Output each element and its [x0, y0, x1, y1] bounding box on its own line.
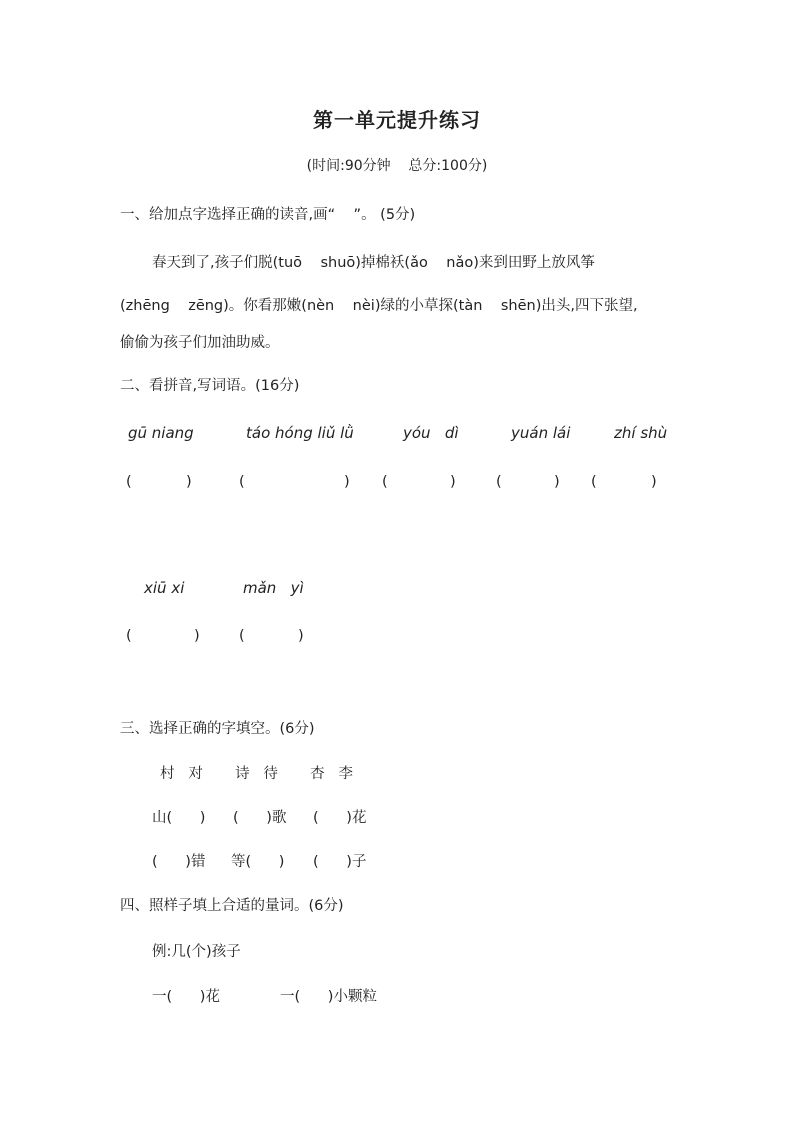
fill-item[interactable]: 一( )花	[152, 989, 220, 1005]
exam-info: (时间:90分钟 总分:100分)	[306, 158, 488, 174]
answer-blank-open[interactable]: (	[496, 474, 502, 490]
answer-blank-open[interactable]: (	[382, 474, 388, 490]
fill-item[interactable]: ( )错	[152, 854, 206, 870]
pinyin-item: zhí shù	[614, 424, 668, 442]
answer-blank-open[interactable]: (	[126, 628, 132, 644]
question-3-heading: 三、选择正确的字填空。(6分)	[120, 721, 315, 737]
fill-item[interactable]: ( )子	[313, 854, 367, 870]
answer-blank-close[interactable]: )	[194, 628, 200, 644]
question-4-heading: 四、照样子填上合适的量词。(6分)	[120, 898, 344, 914]
question-1-line-1: 春天到了,孩子们脱(tuō shuō)掉棉袄(ǎo nǎo)来到田野上放风筝	[152, 255, 595, 271]
answer-blank-open[interactable]: (	[126, 474, 132, 490]
fill-item[interactable]: ( )花	[313, 810, 367, 826]
pinyin-item: yuán lái	[511, 424, 571, 442]
pinyin-item: gū niang	[128, 424, 194, 442]
fill-item[interactable]: ( )歌	[233, 810, 287, 826]
answer-blank-close[interactable]: )	[651, 474, 657, 490]
pinyin-item: yóu dì	[403, 424, 459, 442]
character-options: 村 对 诗 待 杏 李	[160, 766, 354, 782]
fill-item[interactable]: 等( )	[231, 854, 285, 870]
question-1-line-3: 偷偷为孩子们加油助威。	[120, 335, 280, 351]
answer-blank-open[interactable]: (	[239, 474, 245, 490]
pinyin-item: mǎn yì	[243, 579, 304, 597]
answer-blank-close[interactable]: )	[186, 474, 192, 490]
pinyin-item: táo hóng liǔ lǜ	[246, 424, 354, 442]
pinyin-item: xiū xi	[144, 579, 185, 597]
answer-blank-close[interactable]: )	[298, 628, 304, 644]
example-line: 例:几(个)孩子	[152, 944, 241, 960]
answer-blank-open[interactable]: (	[591, 474, 597, 490]
answer-blank-close[interactable]: )	[450, 474, 456, 490]
question-2-heading: 二、看拼音,写词语。(16分)	[120, 378, 300, 394]
answer-blank-close[interactable]: )	[554, 474, 560, 490]
page-title: 第一单元提升练习	[313, 108, 481, 132]
fill-item[interactable]: 一( )小颗粒	[280, 989, 377, 1005]
question-1-heading: 一、给加点字选择正确的读音,画“ ”。 (5分)	[120, 207, 416, 223]
answer-blank-close[interactable]: )	[344, 474, 350, 490]
question-1-line-2: (zhēng zēng)。你看那嫩(nèn nèi)绿的小草探(tàn shēn)出头,四下张望,	[120, 298, 638, 314]
answer-blank-open[interactable]: (	[239, 628, 245, 644]
fill-item[interactable]: 山( )	[152, 810, 206, 826]
